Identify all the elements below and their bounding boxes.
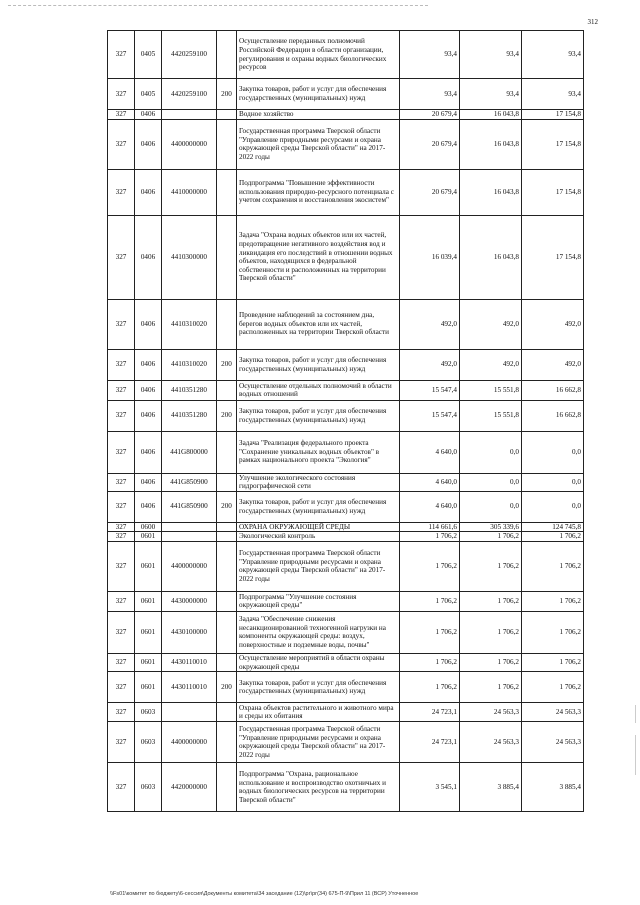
table-row bbox=[108, 380, 584, 400]
amount-year2-cell: 492,0 bbox=[460, 299, 522, 349]
amount-year1-cell: 1 706,2 bbox=[400, 672, 460, 703]
section-cell: 0406 bbox=[135, 119, 162, 169]
amount-year2-cell: 0,0 bbox=[460, 491, 522, 522]
ved-cell: 327 bbox=[108, 431, 135, 473]
amount-year3-cell: 16 662,8 bbox=[522, 380, 584, 400]
table-row bbox=[108, 653, 584, 671]
ved-cell: 327 bbox=[108, 349, 135, 380]
scan-margin-mark bbox=[635, 705, 636, 723]
target-article-cell bbox=[162, 110, 217, 120]
expense-type-cell bbox=[217, 110, 237, 120]
scan-top-edge bbox=[8, 5, 428, 7]
target-article-cell: 4430000000 bbox=[162, 591, 217, 611]
item-name-cell: Водное хозяйство bbox=[237, 110, 400, 120]
table-row bbox=[108, 119, 584, 169]
amount-year1-cell: 114 661,6 bbox=[400, 522, 460, 532]
section-cell: 0406 bbox=[135, 400, 162, 431]
item-name-cell: Государственная программа Тверской области "Управление природными ресурсами и охрана окружающей среды Тверской области" на 2017-2022 годы bbox=[237, 541, 400, 591]
ved-cell: 327 bbox=[108, 215, 135, 299]
amount-year3-cell: 492,0 bbox=[522, 299, 584, 349]
ved-cell: 327 bbox=[108, 31, 135, 79]
item-name-cell: Государственная программа Тверской области "Управление природными ресурсами и охрана окружающей среды Тверской области" на 2017-2022 годы bbox=[237, 119, 400, 169]
table-row bbox=[108, 79, 584, 110]
target-article-cell: 4430110010 bbox=[162, 672, 217, 703]
amount-year1-cell: 93,4 bbox=[400, 31, 460, 79]
amount-year2-cell: 15 551,8 bbox=[460, 380, 522, 400]
target-article-cell: 4400000000 bbox=[162, 541, 217, 591]
table-row bbox=[108, 703, 584, 722]
item-name-cell: Экологический контроль bbox=[237, 532, 400, 542]
target-article-cell: 4410310020 bbox=[162, 349, 217, 380]
amount-year3-cell: 1 706,2 bbox=[522, 611, 584, 653]
ved-cell: 327 bbox=[108, 722, 135, 763]
section-cell: 0603 bbox=[135, 722, 162, 763]
expense-type-cell bbox=[217, 653, 237, 671]
table-row bbox=[108, 763, 584, 812]
expense-type-cell bbox=[217, 522, 237, 532]
amount-year3-cell: 24 563,3 bbox=[522, 703, 584, 722]
table-row bbox=[108, 672, 584, 703]
amount-year3-cell: 16 662,8 bbox=[522, 400, 584, 431]
target-article-cell bbox=[162, 532, 217, 542]
table-body bbox=[108, 31, 584, 812]
amount-year1-cell: 1 706,2 bbox=[400, 653, 460, 671]
amount-year3-cell: 0,0 bbox=[522, 491, 584, 522]
amount-year3-cell: 93,4 bbox=[522, 79, 584, 110]
amount-year2-cell: 16 043,8 bbox=[460, 215, 522, 299]
amount-year1-cell: 1 706,2 bbox=[400, 591, 460, 611]
amount-year1-cell: 4 640,0 bbox=[400, 431, 460, 473]
table-row bbox=[108, 722, 584, 763]
ved-cell: 327 bbox=[108, 532, 135, 542]
table-row bbox=[108, 31, 584, 79]
amount-year3-cell: 124 745,8 bbox=[522, 522, 584, 532]
expense-type-cell: 200 bbox=[217, 672, 237, 703]
ved-cell: 327 bbox=[108, 653, 135, 671]
section-cell: 0601 bbox=[135, 611, 162, 653]
ved-cell: 327 bbox=[108, 703, 135, 722]
ved-cell: 327 bbox=[108, 672, 135, 703]
amount-year2-cell: 492,0 bbox=[460, 349, 522, 380]
expense-type-cell: 200 bbox=[217, 491, 237, 522]
amount-year2-cell: 16 043,8 bbox=[460, 169, 522, 215]
table-row bbox=[108, 110, 584, 120]
item-name-cell: Улучшение экологического состояния гидрографической сети bbox=[237, 473, 400, 491]
item-name-cell: Государственная программа Тверской области "Управление природными ресурсами и охрана окружающей среды Тверской области" на 2017-2022 годы bbox=[237, 722, 400, 763]
table-row bbox=[108, 299, 584, 349]
ved-cell: 327 bbox=[108, 591, 135, 611]
amount-year3-cell: 492,0 bbox=[522, 349, 584, 380]
target-article-cell: 4420000000 bbox=[162, 763, 217, 812]
amount-year2-cell: 1 706,2 bbox=[460, 532, 522, 542]
expense-type-cell bbox=[217, 299, 237, 349]
target-article-cell: 4400000000 bbox=[162, 119, 217, 169]
target-article-cell: 4410300000 bbox=[162, 215, 217, 299]
amount-year3-cell: 17 154,8 bbox=[522, 215, 584, 299]
table-row bbox=[108, 349, 584, 380]
scan-margin-mark bbox=[635, 735, 636, 775]
amount-year1-cell: 4 640,0 bbox=[400, 473, 460, 491]
expense-type-cell bbox=[217, 591, 237, 611]
expense-type-cell: 200 bbox=[217, 349, 237, 380]
amount-year2-cell: 93,4 bbox=[460, 79, 522, 110]
ved-cell: 327 bbox=[108, 763, 135, 812]
amount-year3-cell: 1 706,2 bbox=[522, 672, 584, 703]
file-path-footer: \\Fs01\комитет по бюджету\6-сессия\Документы комитета\34 заседание (12)\рг\рг(34) 675-П-9\Прил 11 (ВСР) Уточненное bbox=[110, 891, 419, 897]
target-article-cell bbox=[162, 703, 217, 722]
target-article-cell: 4410000000 bbox=[162, 169, 217, 215]
ved-cell: 327 bbox=[108, 79, 135, 110]
expense-type-cell bbox=[217, 31, 237, 79]
amount-year3-cell: 1 706,2 bbox=[522, 532, 584, 542]
amount-year2-cell: 24 563,3 bbox=[460, 703, 522, 722]
amount-year2-cell: 1 706,2 bbox=[460, 591, 522, 611]
item-name-cell: Осуществление переданных полномочий Российской Федерации в области организации, регулирования и охраны водных биологических ресурсов bbox=[237, 31, 400, 79]
amount-year1-cell: 3 545,1 bbox=[400, 763, 460, 812]
target-article-cell: 4410351280 bbox=[162, 400, 217, 431]
table-row bbox=[108, 532, 584, 542]
expense-type-cell bbox=[217, 722, 237, 763]
target-article-cell: 441G800000 bbox=[162, 431, 217, 473]
ved-cell: 327 bbox=[108, 473, 135, 491]
table-row bbox=[108, 541, 584, 591]
expense-type-cell bbox=[217, 380, 237, 400]
expense-type-cell bbox=[217, 763, 237, 812]
amount-year3-cell: 93,4 bbox=[522, 31, 584, 79]
amount-year3-cell: 0,0 bbox=[522, 431, 584, 473]
expense-type-cell bbox=[217, 532, 237, 542]
ved-cell: 327 bbox=[108, 169, 135, 215]
expense-type-cell bbox=[217, 611, 237, 653]
section-cell: 0405 bbox=[135, 31, 162, 79]
target-article-cell: 4410351280 bbox=[162, 380, 217, 400]
table-row bbox=[108, 473, 584, 491]
item-name-cell: Осуществление мероприятий в области охраны окружающей среды bbox=[237, 653, 400, 671]
amount-year2-cell: 16 043,8 bbox=[460, 119, 522, 169]
section-cell: 0405 bbox=[135, 79, 162, 110]
section-cell: 0406 bbox=[135, 299, 162, 349]
expense-type-cell bbox=[217, 119, 237, 169]
ved-cell: 327 bbox=[108, 110, 135, 120]
target-article-cell: 441G850900 bbox=[162, 491, 217, 522]
section-cell: 0600 bbox=[135, 522, 162, 532]
expense-type-cell bbox=[217, 215, 237, 299]
amount-year1-cell: 24 723,1 bbox=[400, 722, 460, 763]
table-row bbox=[108, 400, 584, 431]
amount-year1-cell: 1 706,2 bbox=[400, 611, 460, 653]
ved-cell: 327 bbox=[108, 491, 135, 522]
ved-cell: 327 bbox=[108, 400, 135, 431]
target-article-cell: 4420259100 bbox=[162, 79, 217, 110]
amount-year2-cell: 3 885,4 bbox=[460, 763, 522, 812]
amount-year3-cell: 3 885,4 bbox=[522, 763, 584, 812]
amount-year3-cell: 1 706,2 bbox=[522, 541, 584, 591]
section-cell: 0601 bbox=[135, 541, 162, 591]
expense-type-cell bbox=[217, 473, 237, 491]
target-article-cell: 4410310020 bbox=[162, 299, 217, 349]
target-article-cell: 4430110010 bbox=[162, 653, 217, 671]
item-name-cell: Закупка товаров, работ и услуг для обеспечения государственных (муниципальных) нужд bbox=[237, 491, 400, 522]
amount-year3-cell: 17 154,8 bbox=[522, 169, 584, 215]
item-name-cell: Закупка товаров, работ и услуг для обеспечения государственных (муниципальных) нужд bbox=[237, 79, 400, 110]
item-name-cell: Задача "Обеспечение снижения несанкционированной техногенной нагрузки на компоненты окружающей среды: воздух, поверхностные и подземные воды, почвы" bbox=[237, 611, 400, 653]
section-cell: 0406 bbox=[135, 215, 162, 299]
target-article-cell: 4400000000 bbox=[162, 722, 217, 763]
table-row bbox=[108, 215, 584, 299]
amount-year3-cell: 24 563,3 bbox=[522, 722, 584, 763]
ved-cell: 327 bbox=[108, 522, 135, 532]
amount-year2-cell: 1 706,2 bbox=[460, 653, 522, 671]
amount-year2-cell: 0,0 bbox=[460, 473, 522, 491]
amount-year1-cell: 492,0 bbox=[400, 349, 460, 380]
expense-type-cell: 200 bbox=[217, 400, 237, 431]
amount-year1-cell: 24 723,1 bbox=[400, 703, 460, 722]
section-cell: 0406 bbox=[135, 380, 162, 400]
ved-cell: 327 bbox=[108, 611, 135, 653]
amount-year1-cell: 20 679,4 bbox=[400, 110, 460, 120]
amount-year2-cell: 0,0 bbox=[460, 431, 522, 473]
ved-cell: 327 bbox=[108, 541, 135, 591]
section-cell: 0601 bbox=[135, 672, 162, 703]
amount-year2-cell: 24 563,3 bbox=[460, 722, 522, 763]
section-cell: 0603 bbox=[135, 703, 162, 722]
expense-type-cell bbox=[217, 431, 237, 473]
amount-year2-cell: 1 706,2 bbox=[460, 611, 522, 653]
item-name-cell: Закупка товаров, работ и услуг для обеспечения государственных (муниципальных) нужд bbox=[237, 349, 400, 380]
target-article-cell: 4420259100 bbox=[162, 31, 217, 79]
item-name-cell: Задача "Реализация федерального проекта "Сохранение уникальных водных объектов" в рамках национального проекта "Экология" bbox=[237, 431, 400, 473]
amount-year1-cell: 492,0 bbox=[400, 299, 460, 349]
target-article-cell bbox=[162, 522, 217, 532]
amount-year1-cell: 1 706,2 bbox=[400, 532, 460, 542]
section-cell: 0603 bbox=[135, 763, 162, 812]
amount-year1-cell: 20 679,4 bbox=[400, 169, 460, 215]
section-cell: 0406 bbox=[135, 110, 162, 120]
item-name-cell: Осуществление отдельных полномочий в области водных отношений bbox=[237, 380, 400, 400]
amount-year1-cell: 93,4 bbox=[400, 79, 460, 110]
ved-cell: 327 bbox=[108, 119, 135, 169]
amount-year2-cell: 1 706,2 bbox=[460, 672, 522, 703]
expense-type-cell bbox=[217, 169, 237, 215]
item-name-cell: Подпрограмма "Повышение эффективности использования природно-ресурсного потенциала с учетом сохранения и восстановления экосистем" bbox=[237, 169, 400, 215]
amount-year2-cell: 16 043,8 bbox=[460, 110, 522, 120]
item-name-cell: Закупка товаров, работ и услуг для обеспечения государственных (муниципальных) нужд bbox=[237, 672, 400, 703]
amount-year1-cell: 4 640,0 bbox=[400, 491, 460, 522]
table-row bbox=[108, 431, 584, 473]
expense-type-cell: 200 bbox=[217, 79, 237, 110]
amount-year3-cell: 17 154,8 bbox=[522, 119, 584, 169]
table-row bbox=[108, 522, 584, 532]
section-cell: 0406 bbox=[135, 431, 162, 473]
target-article-cell: 4430100000 bbox=[162, 611, 217, 653]
amount-year1-cell: 1 706,2 bbox=[400, 541, 460, 591]
item-name-cell: Подпрограмма "Охрана, рациональное использование и воспроизводство охотничьих и водных биологических ресурсов на территории Тверской области" bbox=[237, 763, 400, 812]
table-row bbox=[108, 169, 584, 215]
section-cell: 0406 bbox=[135, 169, 162, 215]
item-name-cell: Задача "Охрана водных объектов или их частей, предотвращение негативного воздействия вод и ликвидация его последствий в отношении водных объектов, находящихся в федеральной собственности и расположенных на территории Тверской области" bbox=[237, 215, 400, 299]
amount-year1-cell: 16 039,4 bbox=[400, 215, 460, 299]
expense-type-cell bbox=[217, 541, 237, 591]
section-cell: 0406 bbox=[135, 491, 162, 522]
amount-year2-cell: 93,4 bbox=[460, 31, 522, 79]
section-cell: 0601 bbox=[135, 591, 162, 611]
ved-cell: 327 bbox=[108, 380, 135, 400]
expense-type-cell bbox=[217, 703, 237, 722]
item-name-cell: Закупка товаров, работ и услуг для обеспечения государственных (муниципальных) нужд bbox=[237, 400, 400, 431]
item-name-cell: ОХРАНА ОКРУЖАЮЩЕЙ СРЕДЫ bbox=[237, 522, 400, 532]
section-cell: 0601 bbox=[135, 532, 162, 542]
amount-year2-cell: 305 339,6 bbox=[460, 522, 522, 532]
table-row bbox=[108, 611, 584, 653]
table-row bbox=[108, 591, 584, 611]
amount-year3-cell: 17 154,8 bbox=[522, 110, 584, 120]
amount-year1-cell: 15 547,4 bbox=[400, 380, 460, 400]
budget-table bbox=[107, 30, 584, 812]
amount-year1-cell: 20 679,4 bbox=[400, 119, 460, 169]
section-cell: 0406 bbox=[135, 349, 162, 380]
amount-year2-cell: 15 551,8 bbox=[460, 400, 522, 431]
section-cell: 0601 bbox=[135, 653, 162, 671]
item-name-cell: Охрана объектов растительного и животного мира и среды их обитания bbox=[237, 703, 400, 722]
table-row bbox=[108, 491, 584, 522]
amount-year3-cell: 1 706,2 bbox=[522, 653, 584, 671]
amount-year2-cell: 1 706,2 bbox=[460, 541, 522, 591]
amount-year3-cell: 1 706,2 bbox=[522, 591, 584, 611]
target-article-cell: 441G850900 bbox=[162, 473, 217, 491]
amount-year1-cell: 15 547,4 bbox=[400, 400, 460, 431]
item-name-cell: Проведение наблюдений за состоянием дна, берегов водных объектов или их частей, расположенных на территории Тверской области bbox=[237, 299, 400, 349]
amount-year3-cell: 0,0 bbox=[522, 473, 584, 491]
page-number: 312 bbox=[587, 18, 598, 26]
item-name-cell: Подпрограмма "Улучшение состояния окружающей среды" bbox=[237, 591, 400, 611]
ved-cell: 327 bbox=[108, 299, 135, 349]
section-cell: 0406 bbox=[135, 473, 162, 491]
